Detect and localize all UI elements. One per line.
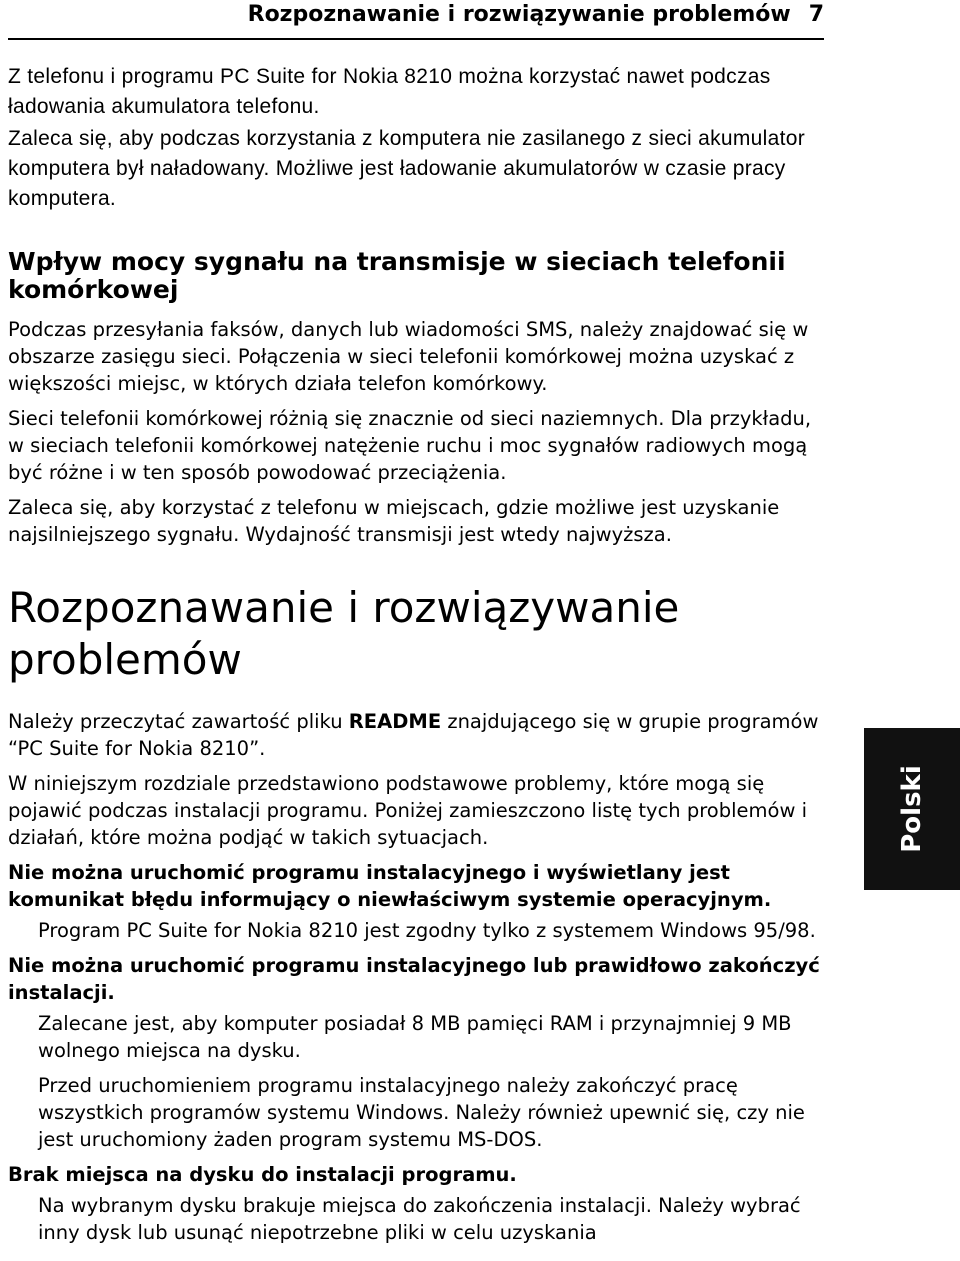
issue-answer: Przed uruchomieniem programu instalacyjnego należy zakończyć pracę wszystkich programów systemu Windows. Należy również upewnić się, czy nie jest uruchomiony żaden program systemu MS-DOS. bbox=[38, 1074, 805, 1151]
issue-title: Brak miejsca na dysku do instalacji programu. bbox=[8, 1163, 517, 1186]
issue-answer: Program PC Suite for Nokia 8210 jest zgodny tylko z systemem Windows 95/98. bbox=[38, 919, 816, 942]
body-paragraph: Podczas przesyłania faksów, danych lub wiadomości SMS, należy znajdować się w obszarze zasięgu sieci. Połączenia w sieci telefonii komórkowej można uzyskać z większości miejsc, w których działa telefon komórkowy. bbox=[8, 318, 809, 395]
intro-paragraph: Z telefonu i programu PC Suite for Nokia 8210 można korzystać nawet podczas ładowania akumulatora telefonu. bbox=[8, 65, 771, 118]
readme-text-before: Należy przeczytać zawartość pliku bbox=[8, 710, 349, 733]
issue-answer: Na wybranym dysku brakuje miejsca do zakończenia instalacji. Należy wybrać inny dysk lub usunąć niepotrzebne pliki w celu uzyskania bbox=[38, 1194, 801, 1244]
chapter-heading: Rozpoznawanie i rozwiązywanie problemów bbox=[8, 583, 680, 684]
readme-paragraph bbox=[8, 708, 828, 762]
page-header bbox=[8, 0, 824, 40]
intro-paragraph: Zaleca się, aby podczas korzystania z komputera nie zasilanego z sieci akumulator komputera był naładowany. Możliwe jest ładowanie akumulatorów w czasie pracy komputera. bbox=[8, 127, 806, 210]
readme-filename: README bbox=[348, 710, 442, 733]
body-paragraph: Sieci telefonii komórkowej różnią się znacznie od sieci naziemnych. Dla przykładu, w sieciach telefonii komórkowej natężenie ruchu i moc sygnałów radiowych mogą być różne i w ten sposób powodować przeciążenia. bbox=[8, 407, 812, 484]
language-tab-label: Polski bbox=[896, 765, 927, 853]
readme-text-after: znajdującego się w grupie programów “PC Suite for Nokia 8210”. bbox=[8, 710, 819, 760]
overview-paragraph: W niniejszym rozdziale przedstawiono podstawowe problemy, które mogą się pojawić podczas instalacji programu. Poniżej zamieszczono listę tych problemów i działań, które można podjąć w takich sytuacjach. bbox=[8, 772, 808, 849]
issue-title: Nie można uruchomić programu instalacyjnego lub prawidłowo zakończyć instalacji. bbox=[8, 954, 820, 1004]
issue-title: Nie można uruchomić programu instalacyjnego i wyświetlany jest komunikat błędu informujący o niewłaściwym systemie operacyjnym. bbox=[8, 861, 772, 911]
page-number: 7 bbox=[808, 2, 824, 27]
issue-answer: Zalecane jest, aby komputer posiadał 8 MB pamięci RAM i przynajmniej 9 MB wolnego miejsca na dysku. bbox=[38, 1012, 792, 1062]
body-paragraph: Zaleca się, aby korzystać z telefonu w miejscach, gdzie możliwe jest uzyskanie najsilniejszego sygnału. Wydajność transmisji jest wtedy najwyższa. bbox=[8, 496, 780, 546]
language-tab bbox=[864, 728, 960, 890]
section-heading-signal: Wpływ mocy sygnału na transmisje w sieciach telefonii komórkowej bbox=[8, 247, 786, 304]
page-content bbox=[8, 62, 828, 1254]
running-title: Rozpoznawanie i rozwiązywanie problemów bbox=[247, 2, 791, 27]
